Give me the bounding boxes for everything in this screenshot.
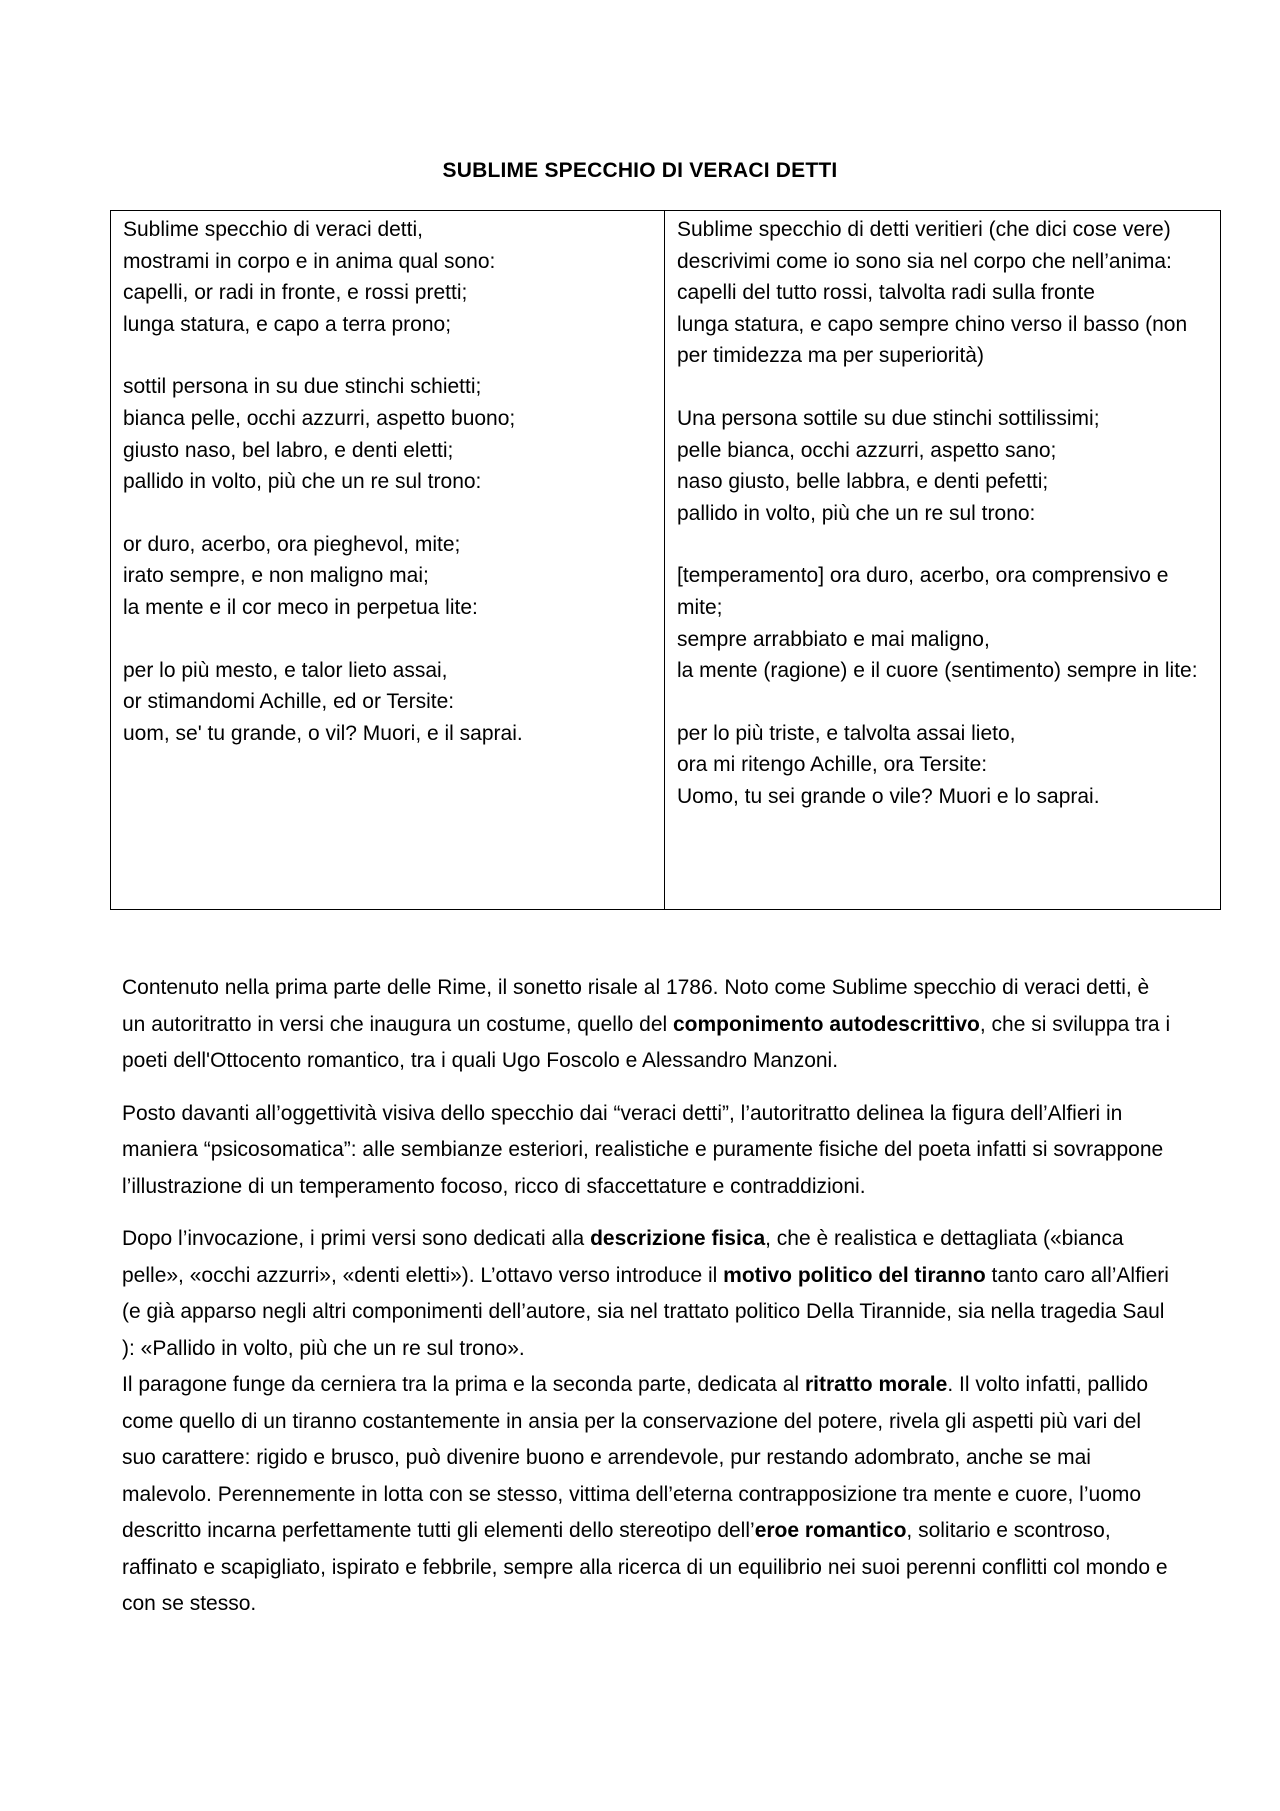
paraphrase-stanza-3 (677, 560, 1208, 686)
bold-term: motivo politico del tiranno (723, 1263, 986, 1287)
commentary-paragraph-4 (122, 1367, 1172, 1623)
page-title: SUBLIME SPECCHIO DI VERACI DETTI (442, 159, 838, 182)
verse-line: Sublime specchio di veraci detti, (123, 218, 423, 241)
text-run: , che è realistica e dettagliata («bianca pelle», «occhi azzurri», «denti eletti»). L’ottavo verso introduce il (122, 1227, 1124, 1287)
paraphrase-stanza-2 (677, 403, 1208, 529)
verse-line: irato sempre, e non maligno mai; (123, 564, 429, 588)
verse-line: per lo più mesto, e talor lieto assai, (123, 658, 448, 682)
commentary-paragraph-2: Posto davanti all’oggettività visiva dello specchio dai “veraci detti”, l’autoritratto delinea la figura dell’Alfieri in maniera “psicosomatica”: alle sembianze esteriori, realistiche e puramente fisiche del poeta infatti si sovrappone l’illustrazione di un temperamento focoso, ricco di sfaccettature e contraddizioni. (122, 1101, 1164, 1198)
verse-line: giusto naso, bel labro, e denti eletti; (123, 438, 454, 462)
paraphrase-cell (665, 211, 1221, 910)
text-run: , solitario e scontroso, raffinato e scapigliato, ispirato e febbrile, sempre alla ricerca di un equilibrio nei suoi perenni conflitti col mondo e con se stesso. (122, 1519, 1168, 1615)
text-run: . Il volto infatti, pallido come quello di un tiranno costantemente in ansia per la conservazione del potere, rivela gli aspetti più vari del suo carattere: rigido e brusco, può divenire buono e arrendevole, pur restando adombrato, anche se mai malevolo. Perennemente in lotta con se stesso, vittima dell’eterna contrapposizione tra mente e cuore, l’uomo descritto incarna perfettamente tutti gli elementi dello stereotipo dell’ (122, 1373, 1149, 1542)
poem-table-row (111, 211, 1221, 910)
verse-line: pallido in volto, più che un re sul trono: (123, 470, 482, 494)
paraphrase-line: lunga statura, e capo sempre chino verso il basso (non per timidezza ma per superiorità) (677, 312, 1188, 368)
text-run: Il paragone funge da cerniera tra la prima e la seconda parte, dedicata al (122, 1373, 805, 1396)
verse-line: sottil persona in su due stinchi schietti; (123, 375, 482, 399)
paraphrase-line: descrivimi come io sono sia nel corpo che nell’anima: (677, 249, 1172, 273)
paraphrase-stanza-4 (677, 718, 1208, 813)
verse-line: or duro, acerbo, ora pieghevol, mite; (123, 532, 461, 556)
paraphrase-line: sempre arrabbiato e mai maligno, (677, 627, 990, 651)
paraphrase-line: pallido in volto, più che un re sul trono: (677, 501, 1036, 525)
bold-term: eroe romantico (754, 1519, 907, 1542)
verse-line: lunga statura, e capo a terra prono; (123, 312, 452, 336)
bold-term: descrizione fisica (590, 1227, 766, 1250)
verse-line: la mente e il cor meco in perpetua lite: (123, 595, 478, 619)
paraphrase-line: per lo più triste, e talvolta assai lieto, (677, 721, 1016, 745)
verse-line: bianca pelle, occhi azzurri, aspetto buono; (123, 406, 516, 430)
paraphrase-stanza-1 (677, 214, 1208, 372)
original-poem-cell (111, 211, 665, 910)
verse-line: uom, se' tu grande, o vil? Muori, e il saprai. (123, 721, 523, 745)
paraphrase-line: pelle bianca, occhi azzurri, aspetto sano; (677, 438, 1057, 462)
paraphrase-line: [temperamento] ora duro, acerbo, ora comprensivo e mite; (677, 564, 1169, 619)
paraphrase-line: Sublime specchio di detti veritieri (che dici cose vere) (677, 218, 1171, 241)
verse-line: or stimandomi Achille, ed or Tersite: (123, 690, 455, 714)
original-stanza-1 (123, 214, 652, 340)
paraphrase-line: Una persona sottile su due stinchi sottilissimi; (677, 406, 1100, 430)
original-stanza-2 (123, 371, 652, 497)
text-run: Dopo l’invocazione, i primi versi sono dedicati alla (122, 1227, 591, 1250)
commentary-paragraph-3 (122, 1221, 1172, 1367)
text-run: tanto caro all’Alfieri (e già apparso negli altri componimenti dell’autore, sia nel trattato politico Della Tirannide, sia nella tragedia Saul ): «Pallido in volto, più che un re sul trono». (122, 1263, 1169, 1360)
paraphrase-line: capelli del tutto rossi, talvolta radi sulla fronte (677, 281, 1095, 305)
bold-term: componimento autodescrittivo (673, 1012, 980, 1036)
original-stanza-4 (123, 655, 652, 750)
poem-table (110, 210, 1221, 910)
commentary-section (122, 970, 1172, 1639)
paraphrase-line: la mente (ragione) e il cuore (sentimento) sempre in lite: (677, 659, 1198, 683)
paraphrase-line: Uomo, tu sei grande o vile? Muori e lo saprai. (677, 784, 1100, 808)
bold-term: ritratto morale (804, 1373, 948, 1396)
text-run: , che si sviluppa tra i poeti dell'Ottocento romantico, tra i quali Ugo Foscolo e Alessandro Manzoni. (122, 1012, 1171, 1072)
original-stanza-3 (123, 529, 652, 624)
verse-line: capelli, or radi in fronte, e rossi pretti; (123, 281, 468, 305)
paraphrase-line: ora mi ritengo Achille, ora Tersite: (677, 753, 988, 777)
verse-line: mostrami in corpo e in anima qual sono: (123, 249, 496, 273)
paraphrase-line: naso giusto, belle labbra, e denti pefetti; (677, 470, 1049, 494)
text-run: Contenuto nella prima parte delle Rime, il sonetto risale al 1786. Noto come Sublime specchio di veraci detti, è un autoritratto in versi che inaugura un costume, quello del (122, 976, 1150, 1036)
commentary-paragraph-1 (122, 970, 1172, 1080)
